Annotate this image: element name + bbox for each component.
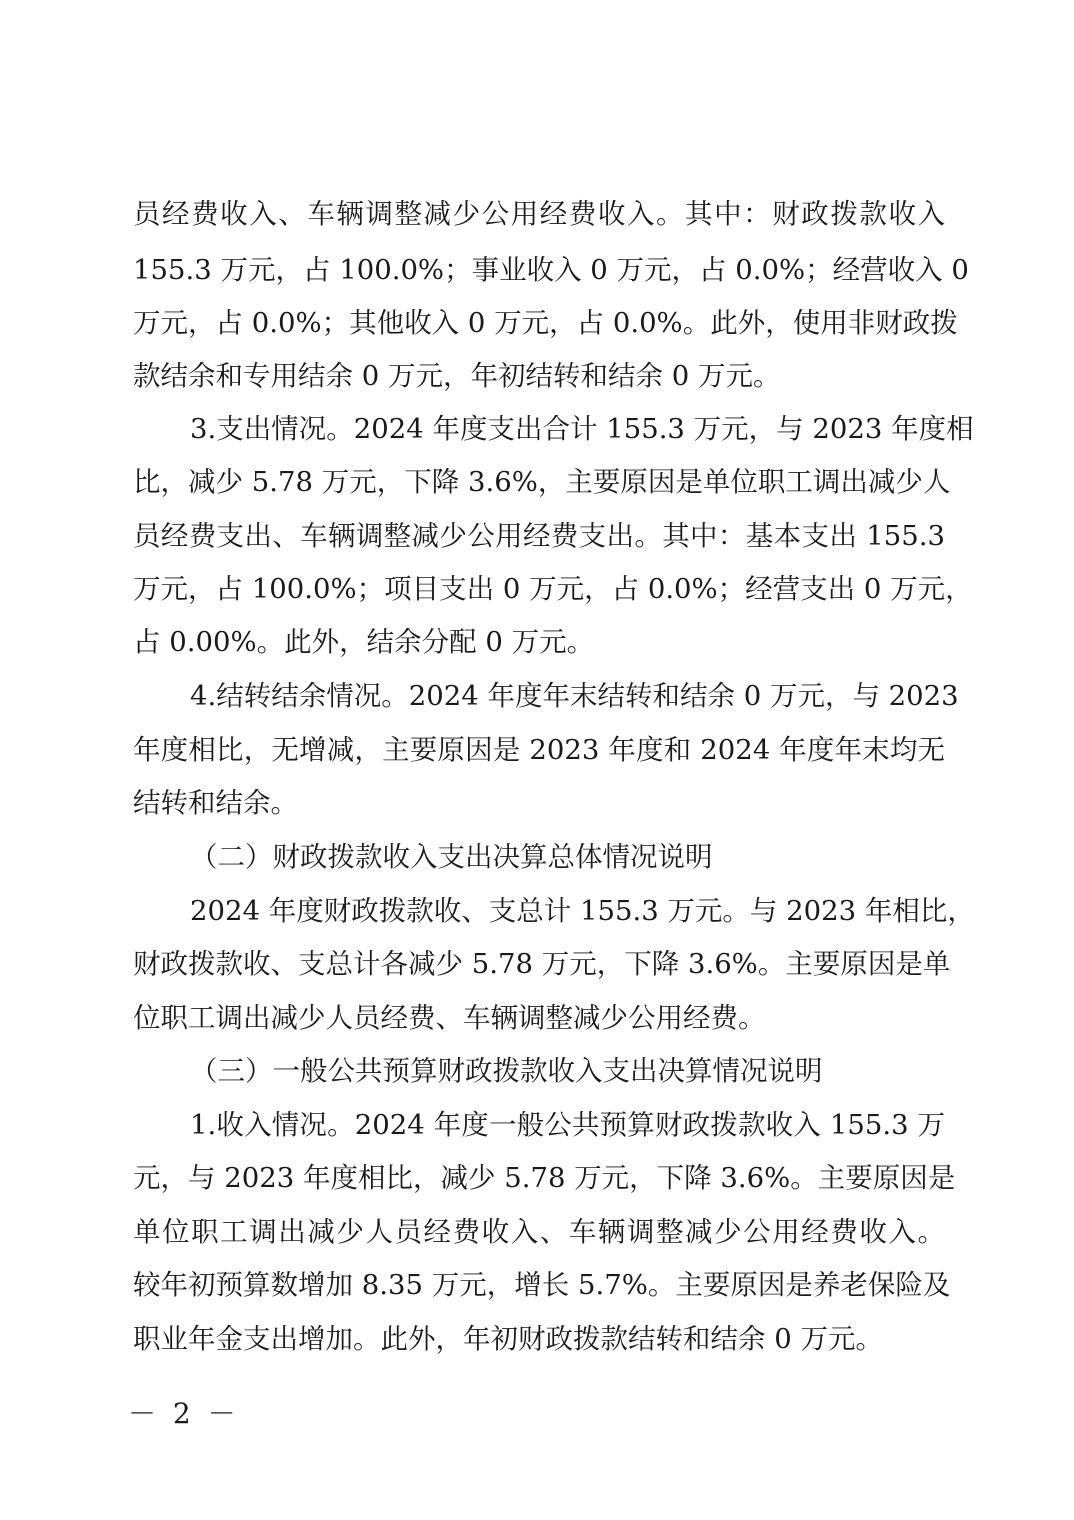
body-text-line: 比，减少 5.78 万元，下降 3.6%，主要原因是单位职工调出减少人: [133, 466, 951, 498]
body-text-line: 155.3 万元，占 100.0%；事业收入 0 万元，占 0.0%；经营收入 0: [133, 254, 969, 286]
body-text-line: 万元，占 100.0%；项目支出 0 万元，占 0.0%；经营支出 0 万元，: [133, 573, 973, 605]
paragraph-first-line: 1.收入情况。2024 年度一般公共预算财政拨款收入 155.3 万: [190, 1109, 945, 1141]
body-text-line: 款结余和专用结余 0 万元，年初结转和结余 0 万元。: [133, 360, 781, 392]
body-text-line: 元，与 2023 年度相比，减少 5.78 万元，下降 3.6%。主要原因是: [133, 1162, 956, 1194]
body-text-line: 员经费支出、车辆调整减少公用经费支出。其中：基本支出 155.3: [133, 520, 945, 552]
paragraph-first-line: 4.结转结余情况。2024 年度年末结转和结余 0 万元，与 2023: [190, 680, 959, 712]
paragraph-first-line: 3.支出情况。2024 年度支出合计 155.3 万元，与 2023 年度相: [190, 413, 974, 445]
body-text-line: 财政拨款收、支总计各减少 5.78 万元，下降 3.6%。主要原因是单: [133, 948, 951, 980]
body-text-line: 职业年金支出增加。此外，年初财政拨款结转和结余 0 万元。: [133, 1323, 883, 1355]
body-text-line: 位职工调出减少人员经费、车辆调整减少公用经费。: [133, 1002, 766, 1034]
body-text-line: 年度相比，无增减，主要原因是 2023 年度和 2024 年度年末均无: [133, 734, 945, 766]
page-number: － 2 －: [128, 1397, 240, 1430]
body-text-line: 万元，占 0.0%；其他收入 0 万元，占 0.0%。此外，使用非财政拨: [133, 307, 958, 339]
body-text-line: 结转和结余。: [133, 787, 298, 819]
body-text-line: 员经费收入、车辆调整减少公用经费收入。其中：财政拨款收入: [133, 198, 945, 230]
paragraph-first-line: 2024 年度财政拨款收、支总计 155.3 万元。与 2023 年相比，: [190, 895, 975, 927]
body-text-line: 占 0.00%。此外，结余分配 0 万元。: [133, 626, 595, 658]
body-text-line: 较年初预算数增加 8.35 万元，增长 5.7%。主要原因是养老保险及: [133, 1269, 951, 1301]
section-heading: （三）一般公共预算财政拨款收入支出决算情况说明: [190, 1055, 823, 1087]
body-text-line: 单位职工调出减少人员经费收入、车辆调整减少公用经费收入。: [133, 1216, 945, 1248]
section-heading: （二）财政拨款收入支出决算总体情况说明: [190, 841, 713, 873]
